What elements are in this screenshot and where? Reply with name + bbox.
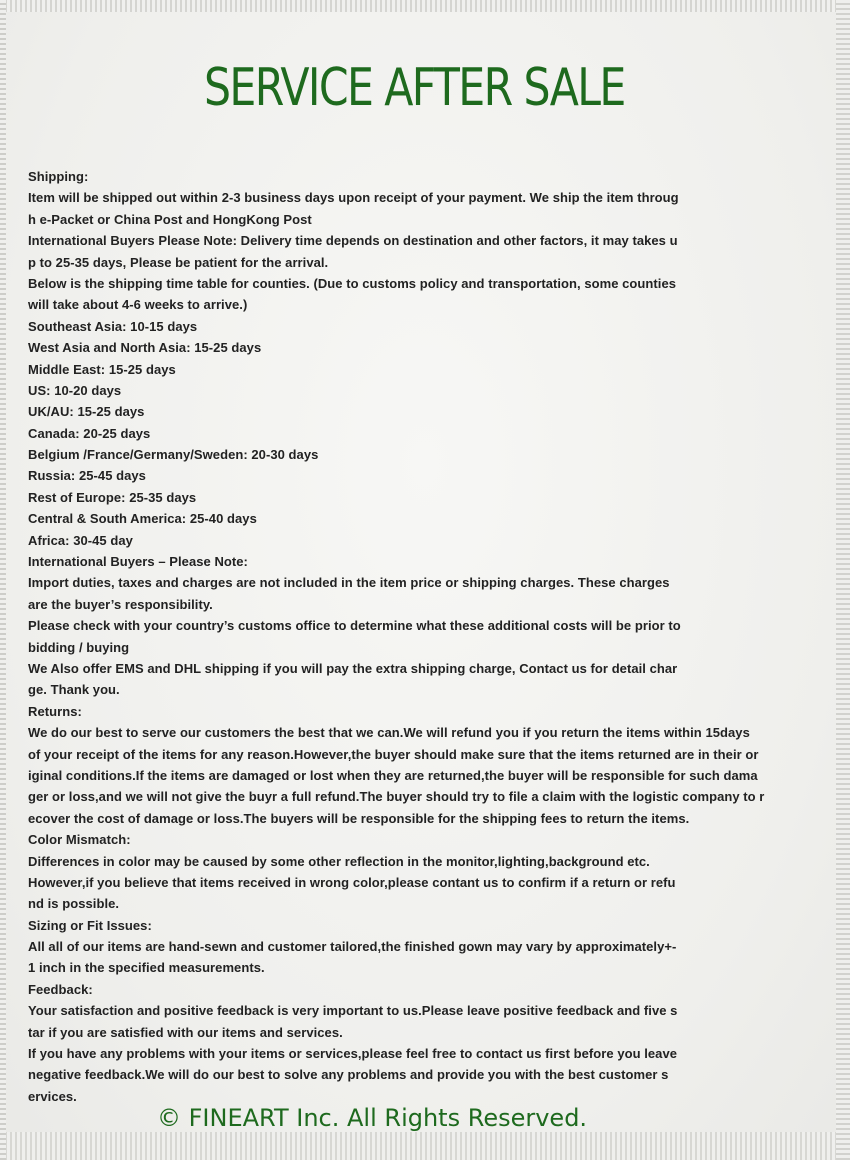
- text-line: iginal conditions.If the items are damaged or lost when they are returned,the buyer will be responsible for such dama: [28, 767, 758, 783]
- text-line: Central & South America: 25-40 days: [28, 511, 257, 527]
- text-line: However,if you believe that items received in wrong color,please contant us to confirm if a return or refu: [28, 874, 676, 890]
- text-line: Import duties, taxes and charges are not included in the item price or shipping charges. These charges: [28, 575, 670, 591]
- text-line: Rest of Europe: 25-35 days: [28, 489, 197, 505]
- text-line: We do our best to serve our customers the best that we can.We will refund you if you return the items within 15days: [28, 725, 750, 741]
- text-line: are the buyer’s responsibility.: [28, 596, 213, 612]
- text-line: Below is the shipping time table for counties. (Due to customs policy and transportation, some counties: [28, 275, 677, 291]
- text-line: p to 25-35 days, Please be patient for the arrival.: [28, 254, 329, 270]
- text-line: ger or loss,and we will not give the buyr a full refund.The buyer should try to file a claim with the logistic company to r: [28, 789, 765, 805]
- text-line: Differences in color may be caused by some other reflection in the monitor,lighting,background etc.: [28, 853, 650, 869]
- copyright-footer: © FINEART Inc. All Rights Reserved.: [157, 1104, 588, 1132]
- text-line: Southeast Asia: 10-15 days: [28, 318, 198, 334]
- text-line: Feedback:: [28, 981, 93, 997]
- text-line: will take about 4-6 weeks to arrive.): [28, 297, 248, 313]
- text-line: ge. Thank you.: [28, 682, 120, 698]
- page-title: SERVICE AFTER SALE: [204, 58, 625, 118]
- right-border: [836, 0, 850, 1160]
- text-line: We Also offer EMS and DHL shipping if you will pay the extra shipping charge, Contact us for detail char: [28, 660, 678, 676]
- bottom-border: [0, 1132, 850, 1160]
- text-line: ecover the cost of damage or loss.The buyers will be responsible for the shipping fees to return the items.: [28, 810, 690, 826]
- text-line: negative feedback.We will do our best to solve any problems and provide you with the best customer s: [28, 1067, 669, 1083]
- text-line: of your receipt of the items for any reason.However,the buyer should make sure that the items returned are in their or: [28, 746, 759, 762]
- text-line: Shipping:: [28, 169, 89, 184]
- text-line: Russia: 25-45 days: [28, 468, 146, 484]
- text-line: Middle East: 15-25 days: [28, 361, 176, 377]
- text-line: Returns:: [28, 703, 82, 719]
- text-line: Item will be shipped out within 2-3 business days upon receipt of your payment. We ship the item throug: [28, 190, 679, 206]
- text-line: bidding / buying: [28, 639, 130, 655]
- text-line: UK/AU: 15-25 days: [28, 404, 145, 420]
- text-line: ervices.: [28, 1088, 77, 1104]
- text-line: International Buyers – Please Note:: [28, 554, 248, 570]
- text-line: h e-Packet or China Post and HongKong Post: [28, 211, 312, 227]
- text-line: Please check with your country’s customs office to determine what these additional costs will be prior to: [28, 618, 681, 634]
- text-line: Color Mismatch:: [28, 832, 131, 848]
- text-line: Sizing or Fit Issues:: [28, 917, 152, 933]
- text-line: Belgium /France/Germany/Sweden: 20-30 days: [28, 447, 319, 463]
- text-line: nd is possible.: [28, 896, 120, 912]
- top-border: [0, 0, 850, 12]
- text-line: Your satisfaction and positive feedback is very important to us.Please leave positive feedback and five s: [28, 1003, 678, 1019]
- text-line: International Buyers Please Note: Delivery time depends on destination and other factors, it may takes u: [28, 233, 678, 249]
- left-border: [0, 0, 6, 1160]
- text-line: tar if you are satisfied with our items and services.: [28, 1024, 343, 1040]
- text-line: 1 inch in the specified measurements.: [28, 960, 265, 976]
- text-line: US: 10-20 days: [28, 382, 122, 398]
- text-line: Africa: 30-45 day: [28, 532, 133, 548]
- policy-text: [28, 166, 828, 1107]
- text-line: West Asia and North Asia: 15-25 days: [28, 340, 262, 356]
- text-line: If you have any problems with your items or services,please feel free to contact us first before you leave: [28, 1046, 678, 1062]
- text-line: Canada: 20-25 days: [28, 425, 151, 441]
- text-line: All all of our items are hand-sewn and customer tailored,the finished gown may vary by approximately+-: [28, 939, 677, 955]
